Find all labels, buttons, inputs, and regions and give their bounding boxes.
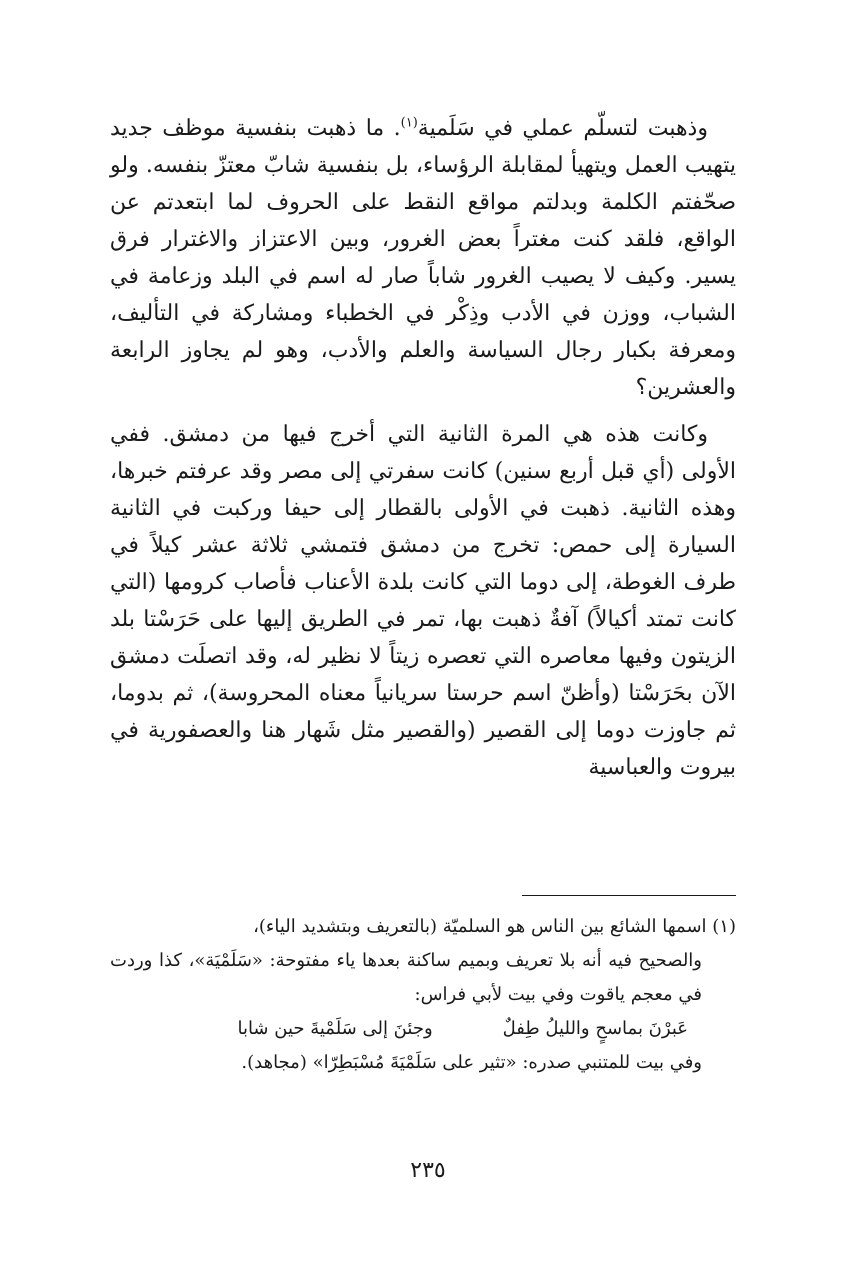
footnote-first-line: (١) اسمها الشائع بين الناس هو السلميّة (بالتعريف وبتشديد الياء)، xyxy=(253,916,736,937)
footnote-reference: (١) xyxy=(400,115,418,131)
paragraph-1-opening: وذهبت لتسلّم عملي في سَلَمية xyxy=(417,116,708,141)
paragraph-1-rest: . ما ذهبت بنفسية موظف جديد يتهيب العمل ويتهيأ لمقابلة الرؤساء، بل بنفسية شابّ معتزّ بنفسه. ولو صحّفتم الكلمة وبدلتم مواقع النقط على الحروف لما ابتعدتم عن الواقع، فلقد كنت مغتراً بعض الغرور، وبين الاعتزاز والاغترار فرق يسير. وكيف لا يصيب الغرور شاباً صار له اسم في البلد وزعامة في الشباب، ووزن في الأدب وذِكْر في الخطباء ومشاركة في التأليف، ومعرفة بكبار رجال السياسة والعلم والأدب، وهو لم يجاوز الرابعة والعشرين؟ xyxy=(110,116,736,400)
main-text xyxy=(110,110,736,786)
verse-second-hemistich: وجئنَ إلى سَلَمْيةَ حين شابا xyxy=(237,1018,433,1039)
footnote-separator xyxy=(522,895,736,896)
footnote-closing: وفي بيت للمتنبي صدره: «تثير على سَلَمْيَةَ مُسْبَطِرّا» (مجاهد). xyxy=(241,1052,702,1073)
paragraph-2: وكانت هذه هي المرة الثانية التي أخرج فيها من دمشق. ففي الأولى (أي قبل أربع سنين) كانت سفرتي إلى مصر وقد عرفتم خبرها، وهذه الثانية. ذهبت في الأولى بالقطار إلى حيفا وركبت في الثانية السيارة إلى حمص: تخرج من دمشق فتمشي ثلاثة عشر كيلاً في طرف الغوطة، إلى دوما التي كانت بلدة الأعناب فأصاب كرومها (التي كانت تمتد أكيالاً) آفةٌ ذهبت بها، تمر في الطريق إليها على حَرَسْتا بلد الزيتون وفيها معاصره التي تعصره زيتاً لا نظير له، وقد اتصلَت دمشق الآن بحَرَسْتا (وأظنّ اسم حرستا سريانياً معناه المحروسة)، ثم بدوما، ثم جاوزت دوما إلى القصير (والقصير مثل شَهار هنا والعصفورية في بيروت والعباسية xyxy=(110,422,736,780)
paragraph-1 xyxy=(110,110,736,406)
page-number: ٢٣٥ xyxy=(410,1158,446,1183)
footnote-continuation: والصحيح فيه أنه بلا تعريف وبميم ساكنة بعدها ياء مفتوحة: «سَلَمْيَة»، كذا وردت في معجم ياقوت وفي بيت لأبي فراس: xyxy=(110,950,702,1005)
verse-first-hemistich: عَبرْنَ بماسحٍ والليلُ طِفلٌ xyxy=(502,1018,688,1039)
poetry-verse xyxy=(110,1012,736,1046)
footnote xyxy=(110,910,736,1080)
